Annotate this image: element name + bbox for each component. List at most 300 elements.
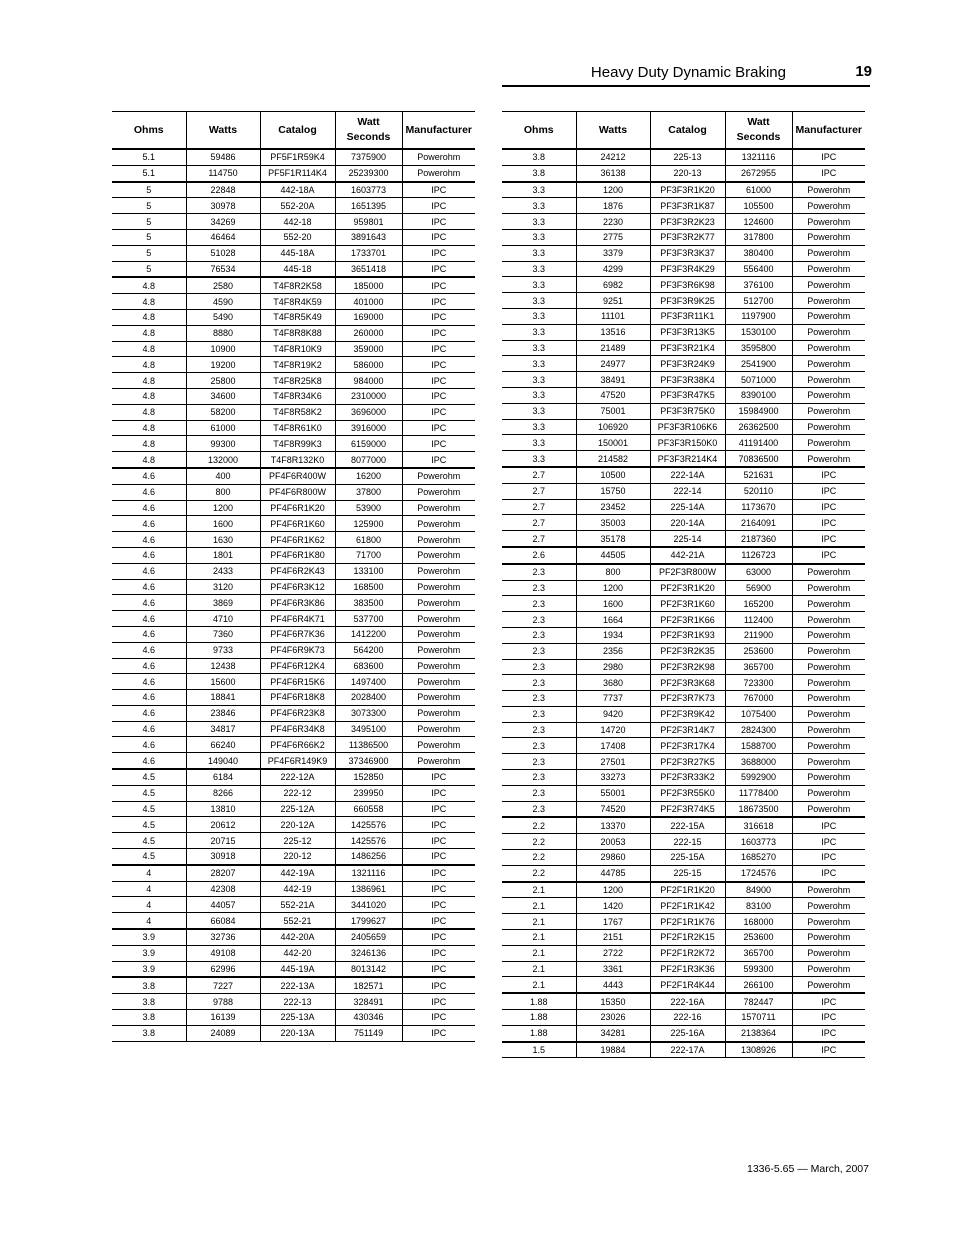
cell-manufacturer: Powerohm (792, 675, 865, 691)
table-header-row (112, 112, 475, 150)
cell-manufacturer: IPC (792, 1042, 865, 1058)
cell-ohms: 3.3 (502, 356, 576, 372)
table-row (112, 785, 475, 801)
cell-watt-seconds: 53900 (335, 500, 402, 516)
cell-ohms: 5 (112, 214, 186, 230)
cell-catalog: 222-16A (650, 993, 725, 1009)
cell-catalog: 222-14A (650, 467, 725, 483)
cell-manufacturer: Powerohm (792, 770, 865, 786)
cell-watt-seconds: 3651418 (335, 261, 402, 277)
cell-watts: 1767 (576, 914, 650, 930)
cell-watts: 4590 (186, 294, 260, 310)
table-row (502, 499, 865, 515)
cell-manufacturer: IPC (402, 261, 475, 277)
table-row (502, 898, 865, 914)
table-row (112, 229, 475, 245)
cell-manufacturer: IPC (402, 801, 475, 817)
cell-catalog: 220-13 (650, 165, 725, 181)
cell-watts: 32736 (186, 929, 260, 945)
cell-watt-seconds: 3073300 (335, 705, 402, 721)
cell-watts: 6982 (576, 277, 650, 293)
cell-catalog: PF4F6R34K8 (260, 721, 335, 737)
cell-ohms: 4.5 (112, 849, 186, 865)
cell-ohms: 2.2 (502, 834, 576, 850)
cell-catalog: 445-19A (260, 961, 335, 977)
cell-manufacturer: Powerohm (792, 214, 865, 230)
cell-watts: 12438 (186, 658, 260, 674)
table-row (502, 229, 865, 245)
cell-manufacturer: IPC (792, 547, 865, 564)
cell-watt-seconds: 1425576 (335, 817, 402, 833)
cell-watts: 20715 (186, 833, 260, 849)
table-row (112, 611, 475, 627)
cell-watt-seconds: 1486256 (335, 849, 402, 865)
cell-watts: 34600 (186, 388, 260, 404)
table-row (112, 833, 475, 849)
cell-manufacturer: IPC (402, 388, 475, 404)
cell-ohms: 5 (112, 229, 186, 245)
cell-watt-seconds: 767000 (725, 691, 792, 707)
cell-ohms: 4.6 (112, 579, 186, 595)
cell-catalog: PF2F3R2K35 (650, 643, 725, 659)
table-row (502, 865, 865, 881)
table-row (112, 658, 475, 674)
cell-watt-seconds: 984000 (335, 373, 402, 389)
cell-manufacturer: IPC (402, 357, 475, 373)
cell-manufacturer: Powerohm (792, 945, 865, 961)
cell-watts: 15750 (576, 483, 650, 499)
cell-manufacturer: IPC (402, 1025, 475, 1041)
cell-manufacturer: Powerohm (402, 642, 475, 658)
cell-manufacturer: Powerohm (792, 340, 865, 356)
cell-catalog: 552-21A (260, 897, 335, 913)
cell-ohms: 4.6 (112, 516, 186, 532)
cell-watts: 22848 (186, 182, 260, 198)
cell-ohms: 3.3 (502, 198, 576, 214)
cell-manufacturer: IPC (792, 834, 865, 850)
cell-watts: 11101 (576, 308, 650, 324)
table-row (112, 245, 475, 261)
cell-watt-seconds: 365700 (725, 945, 792, 961)
cell-watts: 8266 (186, 785, 260, 801)
cell-ohms: 4.8 (112, 357, 186, 373)
cell-manufacturer: Powerohm (792, 435, 865, 451)
cell-watt-seconds: 18673500 (725, 801, 792, 817)
cell-watt-seconds: 182571 (335, 977, 402, 993)
cell-catalog: PF3F3R21K4 (650, 340, 725, 356)
cell-catalog: PF2F1R1K76 (650, 914, 725, 930)
cell-watt-seconds: 169000 (335, 309, 402, 325)
cell-manufacturer: Powerohm (792, 324, 865, 340)
cell-ohms: 2.3 (502, 754, 576, 770)
cell-ohms: 4.8 (112, 420, 186, 436)
cell-manufacturer: IPC (792, 515, 865, 531)
cell-manufacturer: Powerohm (792, 451, 865, 467)
cell-catalog: PF4F6R400W (260, 468, 335, 484)
cell-watts: 2980 (576, 659, 650, 675)
cell-watts: 13516 (576, 324, 650, 340)
cell-watts: 42308 (186, 881, 260, 897)
cell-watt-seconds: 383500 (335, 595, 402, 611)
cell-watt-seconds: 37346900 (335, 753, 402, 769)
cell-watt-seconds: 2187360 (725, 531, 792, 547)
cell-watt-seconds: 380400 (725, 245, 792, 261)
cell-catalog: PF4F6R18K8 (260, 690, 335, 706)
cell-manufacturer: Powerohm (402, 547, 475, 563)
table-row (502, 612, 865, 628)
cell-ohms: 4.5 (112, 785, 186, 801)
cell-watts: 1600 (186, 516, 260, 532)
cell-watts: 800 (186, 484, 260, 500)
cell-ohms: 2.3 (502, 643, 576, 659)
cell-catalog: T4F8R61K0 (260, 420, 335, 436)
cell-ohms: 5 (112, 182, 186, 198)
table-row (112, 532, 475, 548)
cell-manufacturer: Powerohm (402, 484, 475, 500)
cell-catalog: 222-13 (260, 994, 335, 1010)
cell-ohms: 4.6 (112, 690, 186, 706)
cell-catalog: PF2F1R1K20 (650, 882, 725, 898)
table-row (112, 468, 475, 484)
table-row (502, 961, 865, 977)
cell-manufacturer: Powerohm (792, 643, 865, 659)
cell-watt-seconds: 3916000 (335, 420, 402, 436)
table-row (502, 564, 865, 580)
cell-ohms: 4.5 (112, 833, 186, 849)
cell-watts: 150001 (576, 435, 650, 451)
cell-catalog: 222-12A (260, 769, 335, 785)
table-row (112, 881, 475, 897)
cell-ohms: 4.8 (112, 309, 186, 325)
cell-catalog: 225-14A (650, 499, 725, 515)
cell-watt-seconds: 564200 (335, 642, 402, 658)
cell-catalog: PF4F6R12K4 (260, 658, 335, 674)
cell-watt-seconds: 6159000 (335, 436, 402, 452)
cell-watt-seconds: 1530100 (725, 324, 792, 340)
cell-watts: 35003 (576, 515, 650, 531)
cell-ohms: 3.3 (502, 261, 576, 277)
cell-manufacturer: IPC (402, 929, 475, 945)
cell-watt-seconds: 3595800 (725, 340, 792, 356)
table-header-row (502, 112, 865, 150)
cell-watt-seconds: 316618 (725, 817, 792, 833)
cell-watts: 23846 (186, 705, 260, 721)
cell-manufacturer: IPC (402, 865, 475, 881)
cell-watt-seconds: 168500 (335, 579, 402, 595)
table-row (112, 1010, 475, 1026)
cell-ohms: 4.5 (112, 801, 186, 817)
table-row (502, 993, 865, 1009)
cell-watt-seconds: 1321116 (335, 865, 402, 881)
cell-manufacturer: IPC (402, 833, 475, 849)
cell-manufacturer: IPC (402, 881, 475, 897)
cell-watt-seconds: 16200 (335, 468, 402, 484)
table-row (112, 261, 475, 277)
cell-watts: 18841 (186, 690, 260, 706)
cell-ohms: 2.1 (502, 977, 576, 993)
cell-watts: 17408 (576, 738, 650, 754)
cell-watt-seconds: 5071000 (725, 372, 792, 388)
cell-watt-seconds: 253600 (725, 643, 792, 659)
table-row (502, 1042, 865, 1058)
cell-watts: 15350 (576, 993, 650, 1009)
table-row (112, 705, 475, 721)
cell-catalog: PF2F3R1K20 (650, 580, 725, 596)
cell-ohms: 4.6 (112, 737, 186, 753)
cell-watt-seconds: 8390100 (725, 387, 792, 403)
cell-ohms: 1.5 (502, 1042, 576, 1058)
cell-ohms: 3.8 (502, 149, 576, 165)
cell-catalog: 222-15A (650, 817, 725, 833)
table-row (112, 642, 475, 658)
cell-watt-seconds: 1570711 (725, 1010, 792, 1026)
cell-catalog: PF4F6R800W (260, 484, 335, 500)
cell-ohms: 4 (112, 913, 186, 929)
cell-catalog: PF5F1R59K4 (260, 149, 335, 165)
col-header-catalog: Catalog (260, 112, 335, 150)
cell-watts: 3120 (186, 579, 260, 595)
table-row (112, 690, 475, 706)
cell-watt-seconds: 1603773 (725, 834, 792, 850)
cell-watt-seconds: 2672955 (725, 165, 792, 181)
cell-catalog: 442-20A (260, 929, 335, 945)
cell-catalog: PF3F3R1K87 (650, 198, 725, 214)
cell-watt-seconds: 1651395 (335, 198, 402, 214)
cell-catalog: T4F8R34K6 (260, 388, 335, 404)
cell-watts: 1801 (186, 547, 260, 563)
cell-watt-seconds: 25239300 (335, 165, 402, 181)
cell-watt-seconds: 112400 (725, 612, 792, 628)
cell-ohms: 4.8 (112, 373, 186, 389)
cell-watt-seconds: 1685270 (725, 850, 792, 866)
cell-watts: 4299 (576, 261, 650, 277)
cell-watt-seconds: 7375900 (335, 149, 402, 165)
cell-ohms: 2.1 (502, 882, 576, 898)
cell-manufacturer: IPC (402, 245, 475, 261)
cell-ohms: 2.3 (502, 612, 576, 628)
cell-ohms: 3.9 (112, 945, 186, 961)
cell-watt-seconds: 56900 (725, 580, 792, 596)
cell-catalog: PF3F3R38K4 (650, 372, 725, 388)
cell-ohms: 3.3 (502, 372, 576, 388)
cell-ohms: 2.3 (502, 722, 576, 738)
cell-watt-seconds: 168000 (725, 914, 792, 930)
cell-manufacturer: Powerohm (402, 626, 475, 642)
cell-ohms: 4.6 (112, 705, 186, 721)
cell-watt-seconds: 105500 (725, 198, 792, 214)
cell-manufacturer: IPC (402, 452, 475, 468)
table-row (502, 340, 865, 356)
running-header-title: Heavy Duty Dynamic Braking (590, 64, 786, 81)
cell-watts: 99300 (186, 436, 260, 452)
cell-watt-seconds: 537700 (335, 611, 402, 627)
table-row (502, 1010, 865, 1026)
cell-watt-seconds: 751149 (335, 1025, 402, 1041)
cell-ohms: 4 (112, 897, 186, 913)
cell-watt-seconds: 3891643 (335, 229, 402, 245)
table-row (112, 294, 475, 310)
cell-watt-seconds: 5992900 (725, 770, 792, 786)
table-row (112, 547, 475, 563)
cell-catalog: PF3F3R1K20 (650, 182, 725, 198)
table-row (502, 882, 865, 898)
table-row (112, 849, 475, 865)
cell-catalog: 225-14 (650, 531, 725, 547)
table-row (502, 801, 865, 817)
cell-ohms: 1.88 (502, 1010, 576, 1026)
cell-ohms: 2.2 (502, 865, 576, 881)
cell-catalog: PF2F3R800W (650, 564, 725, 580)
table-row (112, 674, 475, 690)
cell-catalog: PF3F3R2K23 (650, 214, 725, 230)
cell-watt-seconds: 11778400 (725, 785, 792, 801)
cell-catalog: PF3F3R11K1 (650, 308, 725, 324)
cell-ohms: 4.8 (112, 341, 186, 357)
cell-catalog: 225-13A (260, 1010, 335, 1026)
table-row (502, 643, 865, 659)
cell-catalog: PF3F3R75K0 (650, 403, 725, 419)
cell-watts: 1876 (576, 198, 650, 214)
cell-ohms: 1.88 (502, 993, 576, 1009)
table-row (112, 436, 475, 452)
cell-ohms: 3.8 (112, 1010, 186, 1026)
cell-ohms: 3.3 (502, 182, 576, 198)
cell-watts: 6184 (186, 769, 260, 785)
cell-watts: 1630 (186, 532, 260, 548)
cell-catalog: 222-14 (650, 483, 725, 499)
cell-manufacturer: Powerohm (402, 658, 475, 674)
cell-catalog: PF3F3R4K29 (650, 261, 725, 277)
cell-manufacturer: Powerohm (792, 580, 865, 596)
table-row (112, 420, 475, 436)
cell-catalog: 222-16 (650, 1010, 725, 1026)
cell-watts: 2230 (576, 214, 650, 230)
cell-ohms: 2.6 (502, 547, 576, 564)
cell-watt-seconds: 185000 (335, 277, 402, 293)
cell-watt-seconds: 124600 (725, 214, 792, 230)
cell-catalog: T4F8R132K0 (260, 452, 335, 468)
cell-catalog: 225-16A (650, 1025, 725, 1041)
cell-watts: 3361 (576, 961, 650, 977)
cell-watt-seconds: 586000 (335, 357, 402, 373)
table-row (112, 595, 475, 611)
table-row (502, 596, 865, 612)
cell-catalog: PF4F6R4K71 (260, 611, 335, 627)
cell-ohms: 4.8 (112, 388, 186, 404)
cell-manufacturer: Powerohm (402, 579, 475, 595)
cell-manufacturer: IPC (402, 436, 475, 452)
cell-ohms: 4.6 (112, 674, 186, 690)
table-row (502, 451, 865, 467)
cell-ohms: 4.5 (112, 769, 186, 785)
cell-watts: 19884 (576, 1042, 650, 1058)
cell-manufacturer: Powerohm (792, 596, 865, 612)
cell-catalog: T4F8R2K58 (260, 277, 335, 293)
table-row (502, 467, 865, 483)
cell-watts: 8880 (186, 325, 260, 341)
cell-watts: 16139 (186, 1010, 260, 1026)
cell-watt-seconds: 782447 (725, 993, 792, 1009)
cell-ohms: 3.8 (112, 977, 186, 993)
cell-watts: 149040 (186, 753, 260, 769)
cell-watts: 106920 (576, 419, 650, 435)
cell-watts: 5490 (186, 309, 260, 325)
cell-watt-seconds: 11386500 (335, 737, 402, 753)
cell-ohms: 2.7 (502, 499, 576, 515)
cell-ohms: 4.8 (112, 436, 186, 452)
cell-watt-seconds: 165200 (725, 596, 792, 612)
cell-watts: 9251 (576, 293, 650, 309)
cell-ohms: 3.3 (502, 324, 576, 340)
cell-watts: 61000 (186, 420, 260, 436)
cell-ohms: 3.3 (502, 214, 576, 230)
cell-catalog: PF3F3R6K98 (650, 277, 725, 293)
cell-watts: 49108 (186, 945, 260, 961)
cell-manufacturer: Powerohm (402, 532, 475, 548)
cell-watts: 4443 (576, 977, 650, 993)
cell-catalog: PF2F3R2K98 (650, 659, 725, 675)
cell-watts: 1420 (576, 898, 650, 914)
cell-watts: 24212 (576, 149, 650, 165)
cell-manufacturer: Powerohm (792, 898, 865, 914)
cell-catalog: PF2F3R9K42 (650, 706, 725, 722)
cell-manufacturer: Powerohm (792, 659, 865, 675)
cell-catalog: PF2F1R2K15 (650, 930, 725, 946)
cell-watts: 25800 (186, 373, 260, 389)
table-row (112, 198, 475, 214)
table-row (502, 914, 865, 930)
cell-watts: 30978 (186, 198, 260, 214)
cell-ohms: 2.3 (502, 675, 576, 691)
table-row (112, 404, 475, 420)
cell-watt-seconds: 8013142 (335, 961, 402, 977)
cell-ohms: 3.3 (502, 403, 576, 419)
table-row (112, 737, 475, 753)
cell-watts: 3680 (576, 675, 650, 691)
cell-ohms: 3.3 (502, 229, 576, 245)
cell-ohms: 3.3 (502, 245, 576, 261)
cell-manufacturer: Powerohm (402, 753, 475, 769)
cell-manufacturer: IPC (792, 483, 865, 499)
cell-manufacturer: Powerohm (792, 182, 865, 198)
cell-catalog: PF4F6R1K80 (260, 547, 335, 563)
col-header-ohms: Ohms (502, 112, 576, 150)
cell-manufacturer: Powerohm (402, 674, 475, 690)
cell-catalog: 442-19 (260, 881, 335, 897)
cell-watts: 7227 (186, 977, 260, 993)
page-number: 19 (855, 63, 872, 80)
cell-manufacturer: Powerohm (402, 500, 475, 516)
cell-catalog: T4F8R25K8 (260, 373, 335, 389)
cell-watt-seconds: 1799627 (335, 913, 402, 929)
cell-watt-seconds: 723300 (725, 675, 792, 691)
cell-catalog: 442-19A (260, 865, 335, 881)
cell-watts: 3379 (576, 245, 650, 261)
table-row (112, 388, 475, 404)
table-row (112, 182, 475, 198)
cell-ohms: 4.5 (112, 817, 186, 833)
table-row (502, 627, 865, 643)
cell-ohms: 2.1 (502, 930, 576, 946)
cell-catalog: PF2F3R3K68 (650, 675, 725, 691)
cell-watt-seconds: 660558 (335, 801, 402, 817)
cell-catalog: 225-15A (650, 850, 725, 866)
cell-manufacturer: Powerohm (792, 277, 865, 293)
cell-manufacturer: IPC (792, 531, 865, 547)
cell-ohms: 3.3 (502, 277, 576, 293)
cell-manufacturer: IPC (402, 994, 475, 1010)
cell-catalog: PF2F3R74K5 (650, 801, 725, 817)
